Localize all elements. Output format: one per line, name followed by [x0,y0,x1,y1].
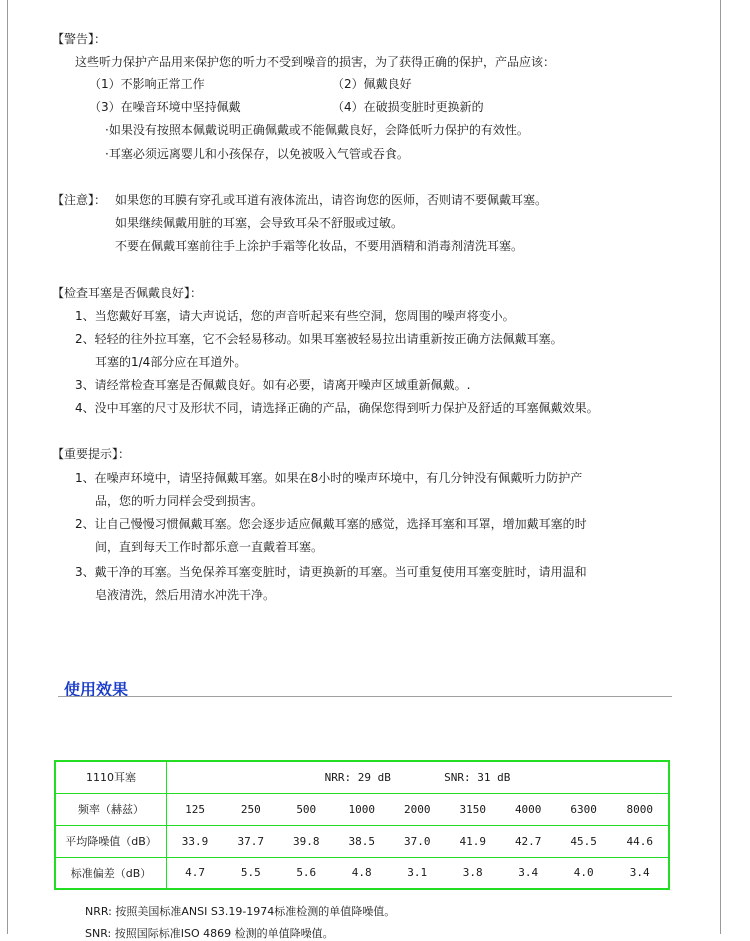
std-dev-label: 标准偏差（dB） [55,857,167,889]
attenuation-label: 平均降噪值（dB） [55,825,167,857]
table-cell: 8000 [611,793,669,825]
table-cell: 5.5 [223,857,278,889]
table-cell: 38.5 [334,825,389,857]
warning-item-3: （3）在噪音环境中坚持佩戴 [89,100,241,114]
warning-heading: 【警告】： [52,32,107,46]
caution-line-1: 如果您的耳膜有穿孔或耳道有液体流出，请咨询您的医师，否则请不要佩戴耳塞。 [115,193,548,207]
table-row-ratings [55,761,669,793]
check-item-3: 3、请经常检查耳塞是否佩戴良好。如有必要，请离开噪声区域重新佩戴。. [75,378,471,392]
nrr-note: NRR: 按照美国标准ANSI S3.19-1974标准检测的单值降噪值。 [85,905,396,918]
snr-note: SNR: 按照国际标准ISO 4869 检测的单值降噪值。 [85,927,334,940]
table-cell: 2000 [389,793,444,825]
important-item-2b: 间，直到每天工作时都乐意一直戴着耳塞。 [95,540,324,554]
table-cell: 45.5 [556,825,611,857]
table-cell: 3.4 [611,857,669,889]
table-cell: 500 [279,793,334,825]
check-heading: 【检查耳塞是否佩戴良好】： [52,286,203,300]
table-cell: 41.9 [445,825,500,857]
model-label: 1110耳塞 [55,761,167,793]
table-cell: 42.7 [500,825,555,857]
table-cell: 3.4 [500,857,555,889]
table-cell: 4.8 [334,857,389,889]
table-cell: 4.7 [167,857,224,889]
important-item-3b: 皂液清洗，然后用清水冲洗干净。 [95,588,276,602]
table-row-frequency [55,793,669,825]
caution-heading: 【注意】： [52,193,107,207]
table-cell: 125 [167,793,224,825]
table-cell: 44.6 [611,825,669,857]
section-divider [58,696,672,697]
warning-bullet-1: ·如果没有按照本佩戴说明正确佩戴或不能佩戴良好，会降低听力保护的有效性。 [105,123,529,137]
table-cell: 250 [223,793,278,825]
table-row-attenuation [55,825,669,857]
important-item-3a: 3、戴干净的耳塞。当免保养耳塞变脏时，请更换新的耳塞。当可重复使用耳塞变脏时，请用温和 [75,565,587,579]
table-cell: 37.7 [223,825,278,857]
table-cell: 3.8 [445,857,500,889]
check-item-2a: 2、轻轻的往外拉耳塞，它不会轻易移动。如果耳塞被轻易拉出请重新按正确方法佩戴耳塞。 [75,332,563,346]
table-cell: 6300 [556,793,611,825]
caution-line-2: 如果继续佩戴用脏的耳塞，会导致耳朵不舒服或过敏。 [115,216,404,230]
check-item-2b: 耳塞的1/4部分应在耳道外。 [95,355,247,369]
caution-line-3: 不要在佩戴耳塞前往手上涂护手霜等化妆品，不要用酒精和消毒剂清洗耳塞。 [115,239,524,253]
important-item-1b: 品，您的听力同样会受到损害。 [95,494,264,508]
section-title: 使用效果 [64,680,129,699]
table-cell: 33.9 [167,825,224,857]
frequency-label: 频率（赫兹） [55,793,167,825]
warning-bullet-2: ·耳塞必须远离婴儿和小孩保存，以免被吸入气管或吞食。 [105,147,409,161]
warning-item-2: （2）佩戴良好 [332,77,412,91]
attenuation-table [54,760,670,890]
check-item-1: 1、当您戴好耳塞，请大声说话，您的声音听起来有些空洞，您周围的噪声将变小。 [75,309,515,323]
important-heading: 【重要提示】： [52,447,131,461]
table-cell: 39.8 [279,825,334,857]
important-item-1a: 1、在噪声环境中，请坚持佩戴耳塞。如果在8小时的噪声环境中，有几分钟没有佩戴听力防护产 [75,471,583,485]
warning-item-1: （1）不影响正常工作 [89,77,205,91]
warning-item-4: （4）在破损变脏时更换新的 [332,100,484,114]
snr-value: SNR: 31 dB [444,770,511,784]
table-cell: 4000 [500,793,555,825]
check-item-4: 4、没中耳塞的尺寸及形状不同，请选择正确的产品，确保您得到听力保护及舒适的耳塞佩戴效果。 [75,401,599,415]
table-cell: 3.1 [389,857,444,889]
table-cell: 4.0 [556,857,611,889]
table-cell: 3150 [445,793,500,825]
nrr-value: NRR: 29 dB [324,770,391,784]
warning-intro: 这些听力保护产品用来保护您的听力不受到噪音的损害，为了获得正确的保护，产品应该： [75,55,556,69]
table-row-std-dev [55,857,669,889]
table-cell: 1000 [334,793,389,825]
table-cell: 37.0 [389,825,444,857]
ratings-cell [167,761,670,793]
important-item-2a: 2、让自己慢慢习惯佩戴耳塞。您会逐步适应佩戴耳塞的感觉，选择耳塞和耳罩，增加戴耳塞的时 [75,517,587,531]
table-cell: 5.6 [279,857,334,889]
